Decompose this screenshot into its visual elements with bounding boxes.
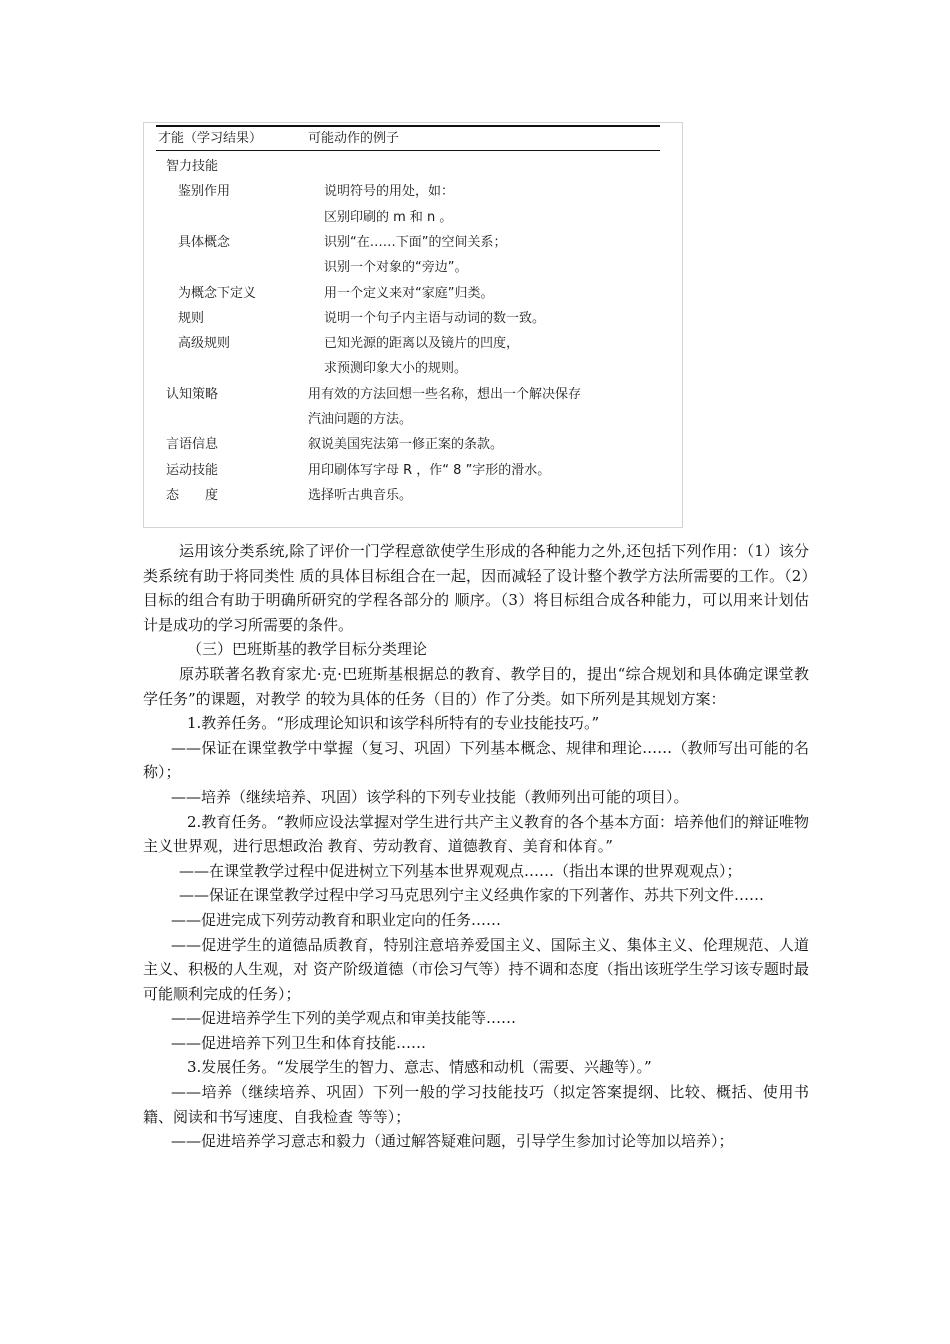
table-row: [156, 282, 660, 306]
ability-example: 用印刷体写字母 R ，作“ 8 ”字形的滑水。: [308, 462, 551, 478]
table-row: [156, 357, 660, 381]
paragraph: ——保证在课堂教学过程中学习马克思列宁主义经典作家的下列著作、苏共下列文件……: [179, 886, 765, 905]
table-row: [156, 433, 660, 457]
ability-subcategory: 高级规则: [178, 336, 231, 352]
table-row: [156, 459, 660, 483]
ability-subcategory: 鉴别作用: [178, 184, 231, 200]
paragraph: ——保证在课堂教学中掌握（复习、巩固）下列基本概念、规律和理论……（教师写出可能的名称）；: [143, 738, 809, 782]
table-row: [156, 180, 660, 204]
paragraph: 2.教育任务。“教师应设法掌握对学生进行共产主义教育的各个基本方面：培养他们的辩证唯物主义世界观，进行思想政治 教育、劳动教育、道德教育、美育和体育。”: [143, 812, 809, 856]
ability-category: 运动技能: [166, 462, 219, 478]
ability-subcategory: 具体概念: [178, 234, 231, 250]
table-row: [156, 231, 660, 255]
paragraph: ——培养（继续培养、巩固）该学科的下列专业技能（教师列出可能的项目）。: [171, 787, 689, 806]
ability-example: 求预测印象大小的规则。: [324, 361, 468, 377]
ability-example: 选择听古典音乐。: [308, 487, 413, 503]
table-row: [156, 408, 660, 432]
paragraph: ——在课堂教学过程中促进树立下列基本世界观观点……（指出本课的世界观观点）；: [179, 861, 742, 880]
ability-example: 说明符号的用处，如：: [324, 184, 455, 200]
table-row: [156, 206, 660, 230]
paragraph: ——促进培养学生下列的美学观点和审美技能等……: [171, 1009, 517, 1028]
ability-category: 认知策略: [166, 386, 219, 402]
ability-example: 识别“在……下面”的空间关系；: [324, 234, 507, 250]
paragraph: 3.发展任务。“发展学生的智力、意志、情感和动机（需要、兴趣等）。”: [187, 1058, 652, 1077]
header-ability: 才能（学习结果）: [158, 131, 263, 146]
header-example: 可能动作的例子: [308, 131, 400, 146]
ability-example: 区别印刷的 m 和 n 。: [324, 209, 453, 225]
ability-example: 已知光源的距离以及镜片的凹度，: [324, 336, 520, 352]
table-header-rule: [156, 150, 660, 151]
paragraph: ——促进学生的道德品质教育，特别注意培养爱国主义、国际主义、集体主义、伦理规范、人道主义、积极的人生观，对 资产阶级道德（市侩习气等）持不调和态度（指出该班学生学习该专题时最可能顺利完成的任务）；: [143, 935, 809, 1003]
ability-example: 叙说美国宪法第一修正案的条款。: [308, 437, 504, 453]
ability-subcategory: 规则: [178, 310, 205, 326]
table-row: [156, 155, 660, 179]
table-row: [156, 332, 660, 356]
table-header-row: [156, 127, 660, 151]
paragraph: 原苏联著名教育家尤·克·巴班斯基根据总的教育、教学目的，提出“综合规划和具体确定课堂教学任务”的课题，对教学 的较为具体的任务（目的）作了分类。如下所列是其规划方案：: [143, 664, 809, 708]
table-row: [156, 307, 660, 331]
paragraph: 运用该分类系统,除了评价一门学程意欲使学生形成的各种能力之外,还包括下列作用：（1）该分类系统有助于将同类性 质的具体目标组合在一起，因而减轻了设计整个教学方法所需要的工作。（2）目标的组合有助于明确所研究的学程各部分的 顺序。（3）将目标组合成各种能力，可以用来计划估计是成功的学习所需要的条件。: [143, 542, 809, 634]
ability-example: 说明一个句子内主语与动词的数一致。: [324, 310, 546, 326]
paragraph: ——促进完成下列劳动教育和职业定向的任务……: [171, 910, 502, 929]
ability-category: 态 度: [166, 487, 219, 503]
ability-example: 识别一个对象的“旁边”。: [324, 260, 468, 276]
body-text: [143, 539, 809, 1154]
ability-category: 言语信息: [166, 437, 219, 453]
table-row: [156, 484, 660, 508]
ability-subcategory: 为概念下定义: [178, 285, 257, 301]
paragraph: ——促进培养下列卫生和体育技能……: [171, 1033, 427, 1052]
ability-example: 用一个定义来对“家庭”归类。: [324, 285, 494, 301]
table-row: [156, 383, 660, 407]
paragraph: ——促进培养学习意志和毅力（通过解答疑难问题，引导学生参加讨论等加以培养）；: [171, 1132, 734, 1151]
ability-example: 用有效的方法回想一些名称，想出一个解决保存: [308, 386, 582, 402]
paragraph: （三）巴班斯基的教学目标分类理论: [187, 640, 428, 659]
ability-example: 汽油问题的方法。: [308, 412, 413, 427]
paragraph: ——培养（继续培养、巩固）下列一般的学习技能技巧（拟定答案提纲、比较、概括、使用书籍、阅读和书写速度、自我检查 等等）；: [143, 1083, 809, 1126]
ability-category: 智力技能: [166, 159, 219, 174]
paragraph: 1.教养任务。“形成理论知识和该学科所特有的专业技能技巧。”: [187, 714, 600, 733]
learning-outcomes-table-image: [143, 122, 683, 528]
table-row: [156, 256, 660, 280]
